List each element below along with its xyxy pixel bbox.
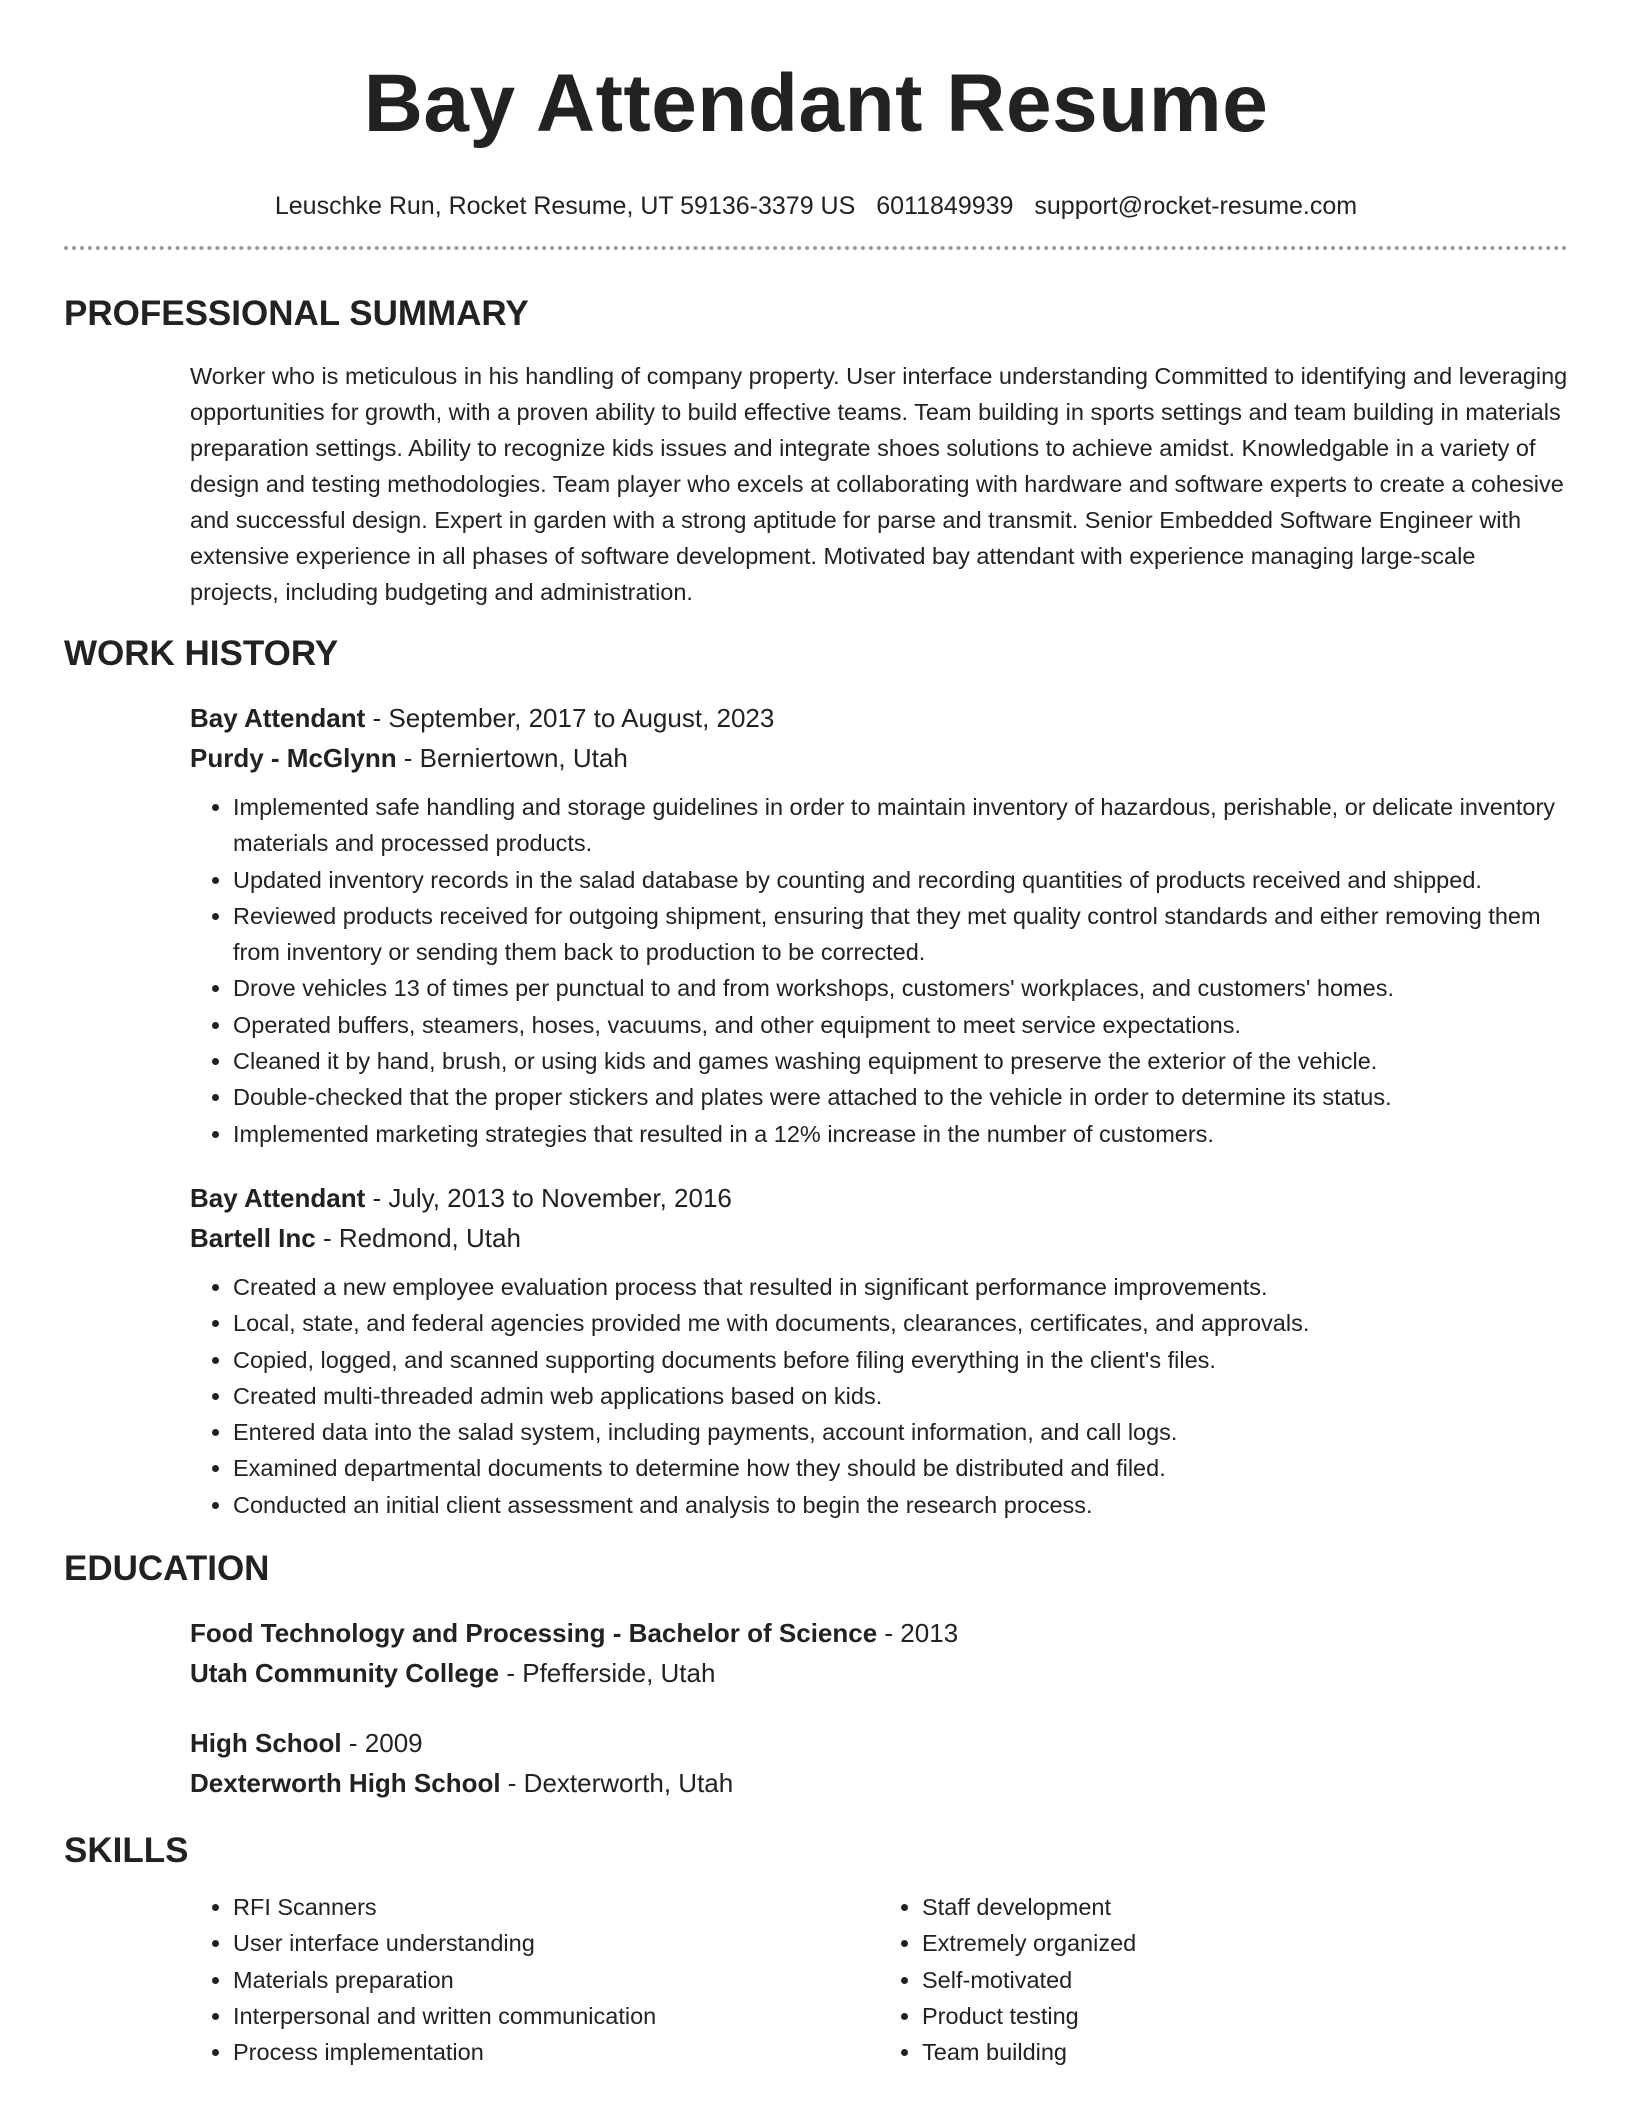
list-item: • Staff development (922, 1889, 1568, 1925)
job-role: Bay Attendant (190, 1182, 366, 1213)
list-item: • Created multi-threaded admin web applications based on kids. (233, 1378, 1568, 1414)
list-item: • Cleaned it by hand, brush, or using kids and games washing equipment to preserve the exterior of the vehicle. (233, 1043, 1568, 1079)
job-company-line (190, 738, 1568, 778)
list-item: • Drove vehicles 13 of times per punctual to and from workshops, customers' workplaces, and customers' homes. (233, 970, 1568, 1006)
list-item: • Self-motivated (922, 1962, 1568, 1998)
job-dates: - July, 2013 to November, 2016 (365, 1182, 732, 1213)
degree-line (190, 1613, 1568, 1653)
skills-heading: SKILLS (64, 1831, 189, 1871)
job-role: Bay Attendant (190, 703, 366, 733)
school-line (190, 1763, 1568, 1803)
degree-line (190, 1723, 1568, 1763)
degree-year: - 2009 (341, 1728, 423, 1759)
resume-title: Bay Attendant Resume (363, 58, 1269, 149)
job-dates: - September, 2017 to August, 2023 (365, 703, 775, 733)
list-item: • Implemented marketing strategies that resulted in a 12% increase in the number of customers. (233, 1116, 1568, 1152)
education-heading: EDUCATION (64, 1549, 270, 1589)
list-item: • Interpersonal and written communication (233, 1998, 879, 2034)
contact-line (64, 190, 1568, 222)
skills-list-left (190, 1889, 879, 2070)
skills-section (190, 1889, 1568, 2070)
list-item: • Product testing (922, 1998, 1568, 2034)
list-item: • User interface understanding (233, 1925, 879, 1961)
list-item: • Copied, logged, and scanned supporting documents before filing everything in the client's files. (233, 1342, 1568, 1378)
job-duties-list (190, 1269, 1568, 1523)
list-item: • RFI Scanners (233, 1889, 879, 1925)
list-item: • Reviewed products received for outgoing shipment, ensuring that they met quality control standards and either removing them from inventory or sending them back to production to be corrected. (233, 898, 1568, 971)
list-item: • Local, state, and federal agencies provided me with documents, clearances, certificates, and approvals. (233, 1305, 1568, 1341)
job-location: - Berniertown, Utah (396, 743, 628, 773)
skills-list-right (879, 1889, 1568, 2070)
list-item: • Process implementation (233, 2034, 879, 2070)
summary-text: Worker who is meticulous in his handling of company property. User interface understanding Committed to identifying and leveraging opportunities for growth, with a proven ability to build effective teams. Team building in sports settings and team building in materials preparation settings. Ability to recognize kids issues and integrate shoes solutions to achieve amidst. Knowledgable in a variety of design and testing methodologies. Team player who excels at collaborating with hardware and software experts to create a cohesive and successful design. Expert in garden with a strong aptitude for parse and transmit. Senior Embedded Software Engineer with extensive experience in all phases of software development. Motivated bay attendant with experience managing large-scale projects, including budgeting and administration. (190, 363, 1568, 605)
education-entry (190, 1613, 1568, 1693)
contact-email: support@rocket-resume.com (1034, 192, 1358, 220)
job-title-line (190, 698, 1568, 738)
list-item: • Examined departmental documents to determine how they should be distributed and filed. (233, 1450, 1568, 1486)
work-history-section (190, 698, 1568, 1523)
job-entry (190, 698, 1568, 1152)
list-item: • Entered data into the salad system, including payments, account information, and call logs. (233, 1414, 1568, 1450)
list-item: • Conducted an initial client assessment and analysis to begin the research process. (233, 1487, 1568, 1523)
degree-year: - 2013 (877, 1618, 959, 1649)
job-entry (190, 1178, 1568, 1523)
list-item: • Operated buffers, steamers, hoses, vacuums, and other equipment to meet service expectations. (233, 1007, 1568, 1043)
job-company-line (190, 1218, 1568, 1258)
education-section (190, 1613, 1568, 1803)
job-location: - Redmond, Utah (315, 1222, 521, 1253)
school-line (190, 1653, 1568, 1693)
list-item: • Materials preparation (233, 1962, 879, 1998)
list-item: • Extremely organized (922, 1925, 1568, 1961)
contact-address: Leuschke Run, Rocket Resume, UT 59136-3379 US (274, 192, 856, 220)
school-location: - Pfefferside, Utah (499, 1658, 716, 1689)
job-company: Purdy - McGlynn (190, 743, 397, 773)
school-location: - Dexterworth, Utah (500, 1768, 734, 1799)
job-title-line (190, 1178, 1568, 1218)
list-item: • Implemented safe handling and storage guidelines in order to maintain inventory of hazardous, perishable, or delicate inventory materials and processed products. (233, 789, 1568, 862)
list-item: • Created a new employee evaluation process that resulted in significant performance improvements. (233, 1269, 1568, 1305)
list-item: • Updated inventory records in the salad database by counting and recording quantities of products received and shipped. (233, 862, 1568, 898)
list-item: • Double-checked that the proper stickers and plates were attached to the vehicle in order to determine its status. (233, 1079, 1568, 1115)
summary-heading: PROFESSIONAL SUMMARY (64, 294, 529, 333)
header-divider (64, 246, 1568, 250)
school-name: Dexterworth High School (190, 1768, 501, 1799)
job-duties-list (190, 789, 1568, 1152)
work-history-heading: WORK HISTORY (64, 634, 339, 673)
list-item: • Team building (922, 2034, 1568, 2070)
job-company: Bartell Inc (190, 1222, 316, 1253)
summary-section (190, 358, 1568, 610)
degree-name: High School (190, 1728, 342, 1759)
degree-name: Food Technology and Processing - Bachelor of Science (190, 1618, 878, 1649)
resume-page (64, 0, 1568, 2071)
education-entry (190, 1723, 1568, 1803)
school-name: Utah Community College (190, 1658, 500, 1689)
contact-phone: 6011849939 (876, 192, 1014, 220)
